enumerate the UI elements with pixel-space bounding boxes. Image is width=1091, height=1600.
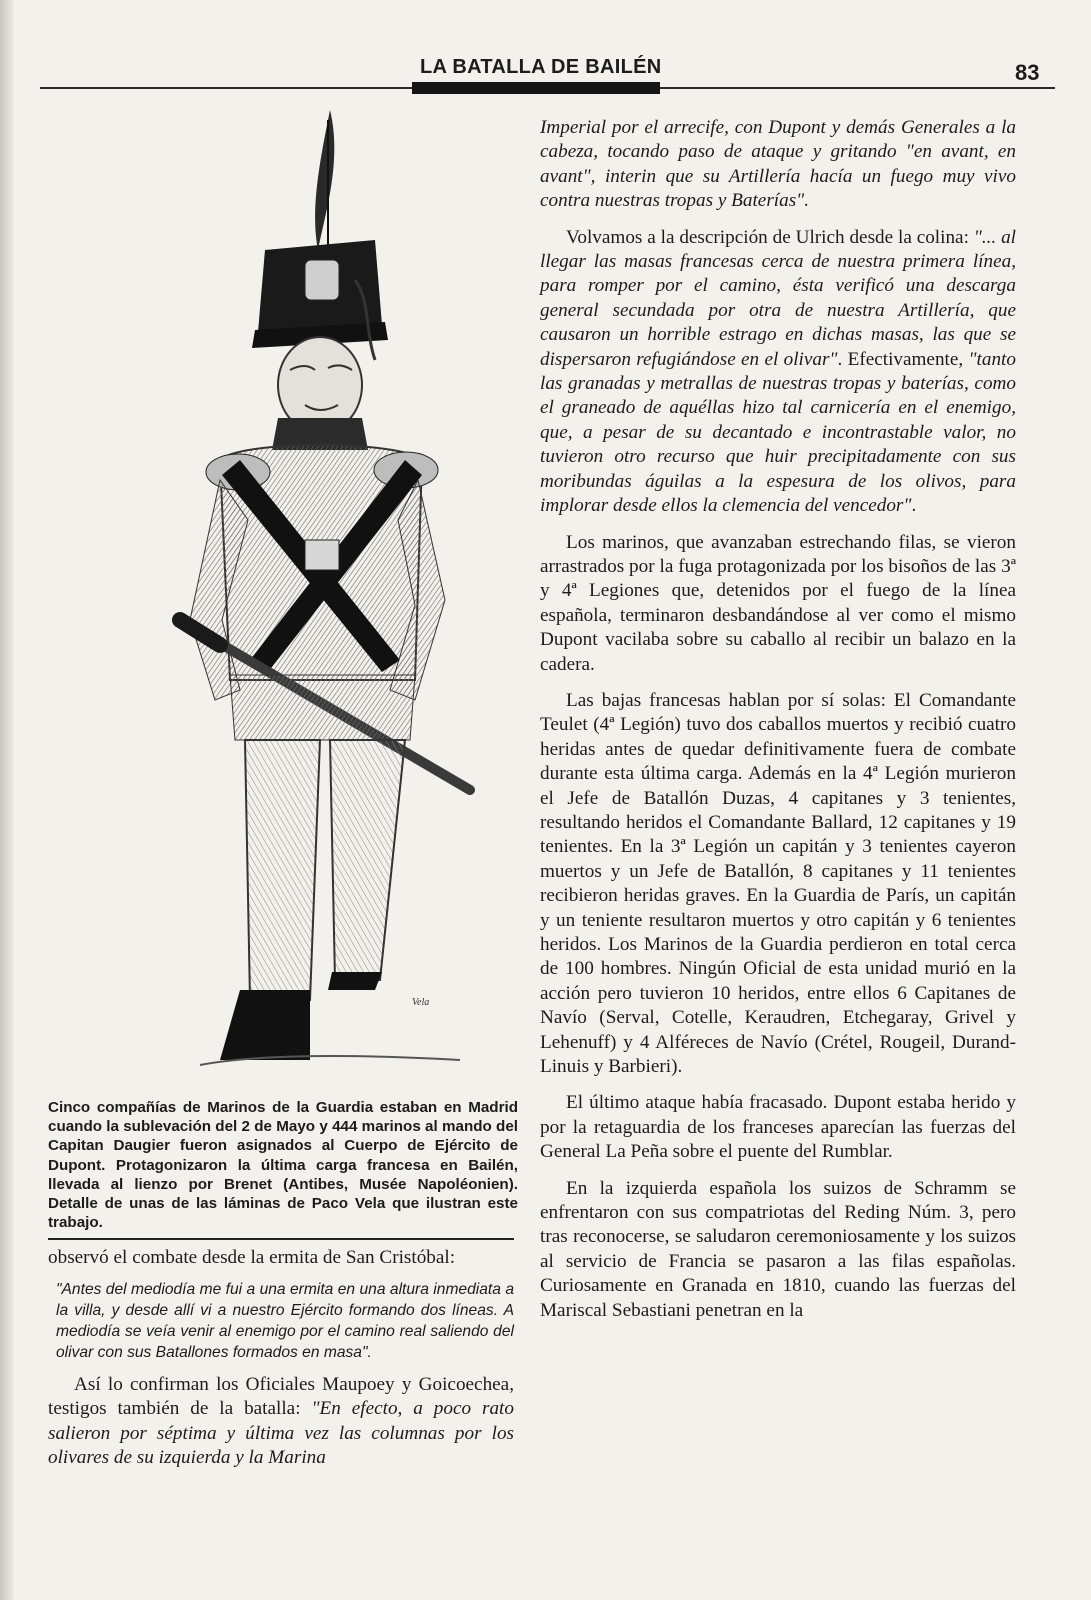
- right-column: [540, 116, 1016, 1323]
- right-paragraph-2-e: .: [911, 495, 917, 517]
- left-paragraph-2-lead: Así lo confirman los Oficiales Maupoey y Goicoechea, testigos también de la batalla:: [48, 1373, 514, 1420]
- header-bar: [412, 82, 660, 94]
- right-paragraph-2-c: . Efectivamente,: [837, 348, 969, 370]
- page-header: [0, 50, 1091, 98]
- left-column: [48, 1246, 514, 1471]
- left-paragraph-2-quote: "En efecto, a poco rato salieron por séptima y última vez las columnas por los olivares de su izquierda y la Marina: [48, 1398, 514, 1469]
- figure-caption: Cinco compañías de Marinos de la Guardia estaban en Madrid cuando la sublevación del 2 de Mayo y 444 marinos al mando del Capitan Daugier fueron asignados al Cuerpo de Ejército de Dupont. Protagonizaron la última carga francesa en Bailén, llevada al lienzo por Brenet (Antibes, Musée Napoléonien). Detalle de unas de las láminas de Paco Vela que ilustran este trabajo.: [48, 1099, 518, 1232]
- artist-signature: Vela: [412, 997, 430, 1008]
- left-paragraph-1: observó el combate desde la ermita de San Cristóbal:: [48, 1247, 456, 1268]
- ulrich-quote: "Antes del mediodía me fui a una ermita en una altura inmediata a la villa, y desde allí vi a nuestro Ejército formando dos líneas. A mediodía se veía venir al enemigo por el camino real saliendo del olivar con sus Batallones formados en masa".: [56, 1280, 514, 1361]
- soldier-illustration: [160, 100, 490, 1080]
- right-paragraph-1: Imperial por el arrecife, con Dupont y demás Generales a la cabeza, tocando paso de ataque y gritando "en avant, en avant", interin que su Artillería hacía un fuego muy vivo contra nuestras tropas y Baterías".: [540, 117, 1016, 212]
- right-paragraph-2-b: "... al llegar las masas francesas cerca de nuestra primera línea, para romper por el camino, ésta verificó una descarga general secundada por otra de nuestra Artillería, que causaron un horrible estrago en dichas masas, las que se dispersaron refugiándose en el olivar": [540, 226, 1016, 370]
- right-paragraph-2-a: Volvamos a la descripción de Ulrich desde la colina:: [566, 226, 974, 248]
- right-paragraph-2: [540, 226, 1016, 519]
- right-paragraph-4: Las bajas francesas hablan por sí solas: El Comandante Teulet (4ª Legión) tuvo dos caballos muertos y recibió cuatro heridas antes de quedar definitivamente fuera de combate durante esta última carga. Además en la 4ª Legión murieron el Jefe de Batallón Duzas, 4 capitanes y 3 tenientes, resultando heridos el Comandante Ballard, 12 capitanes y 19 tenientes. En la 3ª Legión un capitán y 3 tenientes cayeron muertos y un Jefe de Batallón, 8 capitanes y 11 tenientes recibieron heridas graves. En la Guardia de París, un capitán y un teniente resultaron muertos y otro capitán y 6 tenientes heridos. Los Marinos de la Guardia perdieron en total cerca de 100 hombres. Ningún Oficial de esta unidad murió en la acción pero tuvieron 10 heridos, entre ellos 6 Capitanes de Navío (Serval, Cotelle, Keraudren, Etchegaray, Grivel y Lehenuff) y 4 Alféreces de Navío (Crétel, Rougeil, Durand-Linuis y Barbieri).: [540, 689, 1016, 1078]
- running-title: LA BATALLA DE BAILÉN: [420, 56, 662, 78]
- right-paragraph-3: Los marinos, que avanzaban estrechando filas, se vieron arrastrados por la fuga protagonizada por los bisoños de las 3ª y 4ª Legiones que, detenidos por el fuego de la línea española, terminaron desbandándose al ver como el mismo Dupont vacilaba sobre su caballo al recibir un balazo en la cadera.: [540, 531, 1016, 675]
- right-paragraph-6: En la izquierda española los suizos de Schramm se enfrentaron con sus compatriotas del Reding Núm. 3, pero tras reconocerse, se saludaron ceremoniosamente y los suizos al servicio de Francia se pasaron a las filas españolas. Curiosamente en Granada en 1810, cuando las fuerzas del Mariscal Sebastiani penetran en la: [540, 1177, 1016, 1321]
- right-paragraph-2-d: "tanto las granadas y metrallas de nuestras tropas y baterías, como el graneado de aquéllas hizo tal carnicería en el enemigo, que, a pesar de su decantado e incontrastable valor, no tuvieron otro recurso que huir precipitadamente con sus moribundas águilas a la espesura de los olivos, para implorar desde ellos la clemencia del vencedor": [540, 348, 1016, 517]
- caption-rule: [48, 1238, 514, 1240]
- right-paragraph-5: El último ataque había fracasado. Dupont estaba herido y por la retaguardia de los franceses aparecían las fuerzas del General La Peña sobre el puente del Rumblar.: [540, 1092, 1016, 1163]
- left-paragraph-2: [48, 1373, 514, 1471]
- page-edge: [0, 0, 14, 1600]
- page-number: 83: [1015, 60, 1040, 85]
